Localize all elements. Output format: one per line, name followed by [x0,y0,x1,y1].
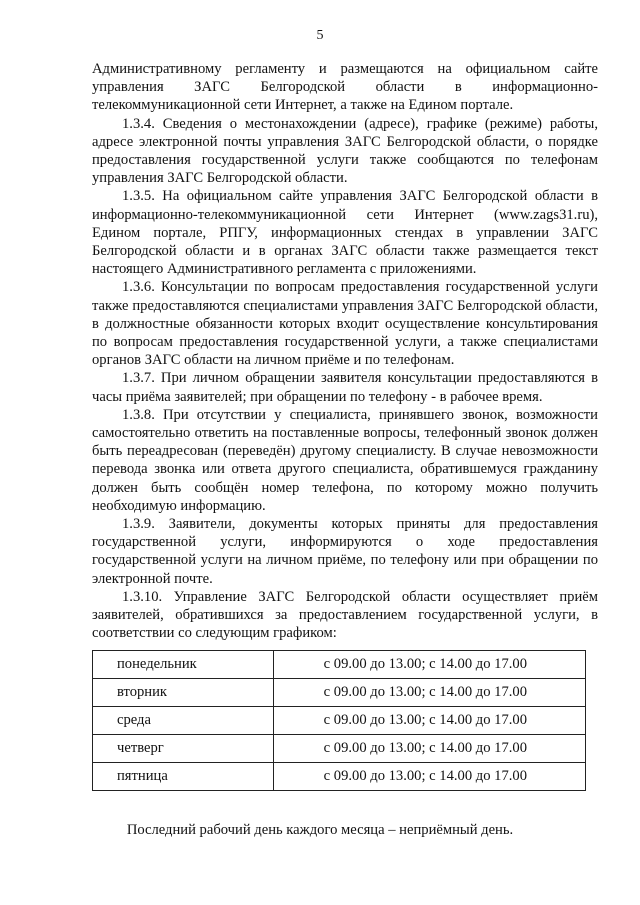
paragraph: 1.3.8. При отсутствии у специалиста, принявшего звонок, возможности самостоятельно ответить на поставленные вопросы, телефонный звонок должен быть переадресован (переведён) другому специалисту. В случае невозможности перевода звонка или ответа другого специалиста, обратившемуся гражданину должен быть сообщён номер телефона, по которому можно получить необходимую информацию. [92,406,598,514]
day-cell: пятница [93,763,274,791]
day-cell: среда [93,707,274,735]
day-cell: вторник [93,679,274,707]
paragraph: 1.3.5. На официальном сайте управления ЗАГС Белгородской области в информационно-телекоммуникационной сети Интернет (www.zags31.ru), Едином портале, РПГУ, информационных стендах в управлении ЗАГС Белгородской области и в органах ЗАГС области также размещается текст настоящего Административного регламента с приложениями. [92,188,598,278]
day-cell: четверг [93,735,274,763]
paragraph: 1.3.10. Управление ЗАГС Белгородской области осуществляет приём заявителей, обратившихся за предоставлением государственной услуги, в соответствии со следующим графиком: [92,588,598,642]
paragraph: 1.3.9. Заявители, документы которых приняты для предоставления государственной услуги, информируются о ходе предоставления государственной услуги на личном приёме, по телефону или при обращении по электронной почте. [92,516,598,587]
day-cell: понедельник [93,651,274,679]
table-row [93,651,586,679]
table-row [93,763,586,791]
footer-note: Последний рабочий день каждого месяца – неприёмный день. [126,822,514,838]
paragraph: 1.3.7. При личном обращении заявителя консультации предоставляются в часы приёма заявителей; при обращении по телефону - в рабочее время. [92,370,598,405]
hours-cell: с 09.00 до 13.00; с 14.00 до 17.00 [274,679,586,707]
hours-cell: с 09.00 до 13.00; с 14.00 до 17.00 [274,763,586,791]
table-row [93,735,586,763]
schedule-table [92,650,586,791]
body-text [92,60,598,643]
paragraph: 1.3.6. Консультации по вопросам предоставления государственной услуги также предоставляются специалистами управления ЗАГС Белгородской области, в должностные обязанности которых входит осуществление консультирования по вопросам предоставления государственной услуги, а также специалистами органов ЗАГС области на личном приёме и по телефонам. [92,279,598,369]
hours-cell: с 09.00 до 13.00; с 14.00 до 17.00 [274,735,586,763]
page-number: 5 [316,28,324,43]
paragraph: 1.3.4. Сведения о местонахождении (адресе), графике (режиме) работы, адресе электронной почты управления ЗАГС Белгородской области, о порядке предоставления государственной услуги также сообщаются по телефонам управления ЗАГС Белгородской области. [92,115,598,187]
hours-cell: с 09.00 до 13.00; с 14.00 до 17.00 [274,651,586,679]
table-row [93,679,586,707]
paragraph: Административному регламенту и размещаются на официальном сайте управления ЗАГС Белгородской области в информационно-телекоммуникационной сети Интернет, а также на Едином портале. [92,61,598,114]
table-row [93,707,586,735]
hours-cell: с 09.00 до 13.00; с 14.00 до 17.00 [274,707,586,735]
